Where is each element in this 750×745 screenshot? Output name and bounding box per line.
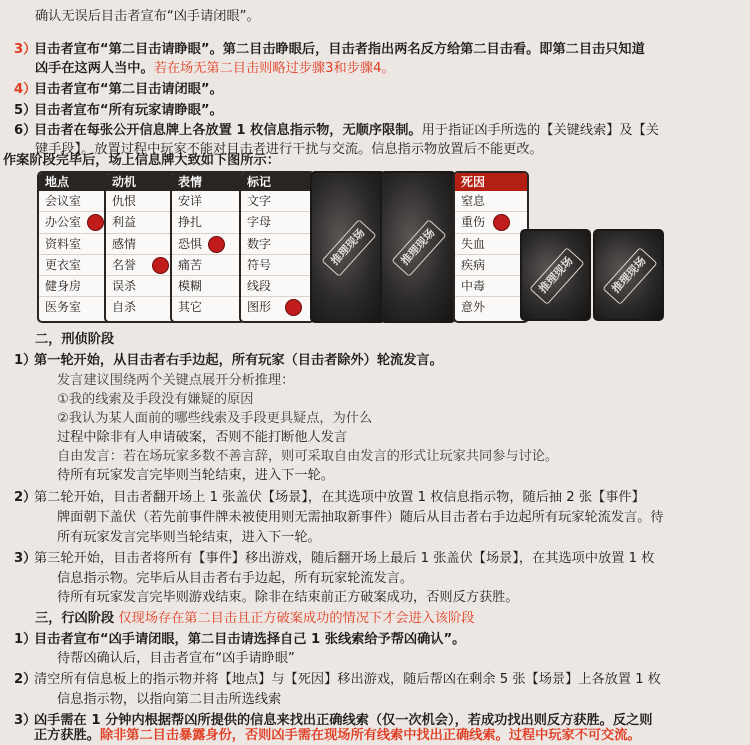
- section-heading: 二，刑侦阶段: [35, 332, 115, 347]
- card-item: 中毒: [455, 276, 527, 297]
- text-line: 清空所有信息板上的指示物并将【地点】与【死因】移出游戏，随后帮凶在剩余 5 张【场景】上各放置 1 枚: [34, 672, 661, 687]
- text-line: ②我认为某人面前的哪些线索及手段更具疑点，为什么: [57, 411, 373, 426]
- card-back-logo: 推理现场: [602, 247, 657, 305]
- card-back: [310, 171, 386, 323]
- step-number: 1）: [14, 353, 37, 368]
- card-item: 仇恨: [106, 191, 178, 212]
- note-red: 若在场无第二目击则略过步骤3和步骤4。: [153, 61, 395, 76]
- text-line: 过程中除非有人申请破案，否则不能打断他人发言: [57, 430, 348, 445]
- text-normal: 用于指证凶手所选的【关键线索】及【关: [421, 123, 659, 138]
- text-bold: 目击者宣布“第二目击请睁眼”。第二目击睁眼后，目击者指出两名反方给第二目击看。即第二目击只知道: [34, 42, 645, 57]
- text-line: [34, 726, 641, 745]
- card-item: 误杀: [106, 276, 178, 297]
- text-line: 目击者宣布“所有玩家请睁眼”。: [34, 103, 223, 118]
- step-number: 3）: [14, 42, 37, 57]
- heading-label: 三，行凶阶段: [35, 611, 115, 626]
- text-line: 第一轮开始，从目击者右手边起，所有玩家（目击者除外）轮流发言。: [34, 353, 443, 368]
- step-number: 1）: [14, 632, 37, 647]
- text-line: [35, 59, 395, 78]
- card-item: 健身房: [39, 276, 111, 297]
- text-bold: 凶手在这两人当中。: [35, 61, 154, 76]
- text-line: 待所有玩家发言完毕则当轮结束，进入下一轮。: [57, 468, 334, 483]
- card-back-logo: 推理现场: [529, 247, 584, 305]
- text-line: 作案阶段完毕后，场上信息牌大致如下图所示：: [3, 153, 280, 168]
- text-line: 自由发言：若在场玩家多数不善言辞，则可采取自由发言的形式让玩家共同参与讨论。: [57, 449, 559, 464]
- card-back: [380, 171, 456, 323]
- card-title: 地点: [39, 173, 111, 191]
- step-number: 2）: [14, 672, 37, 687]
- text-line: 待帮凶确认后，目击者宣布“凶手请睁眼”: [57, 651, 295, 666]
- marker-token: [87, 214, 104, 231]
- card-item: 办公室: [39, 212, 111, 233]
- step-number: 5）: [14, 103, 37, 118]
- info-card-mark: [239, 171, 315, 323]
- text-line: 第二轮开始，目击者翻开场上 1 张盖伏【场景】，在其选项中放置 1 枚信息指示物，随后抽 2 张【事件】: [34, 490, 645, 505]
- card-item: 数字: [241, 234, 313, 255]
- step-number: 2）: [14, 490, 37, 505]
- card-item: 意外: [461, 300, 486, 315]
- card-item: 感情: [106, 234, 178, 255]
- card-item: 其它: [178, 300, 203, 315]
- card-item: 利益: [106, 212, 178, 233]
- card-item: 疾病: [455, 255, 527, 276]
- text-line: 目击者宣布“第二目击请闭眼”。: [34, 82, 223, 97]
- text-bold: 正方获胜。: [34, 728, 100, 743]
- step-number: 6）: [14, 123, 37, 138]
- card-item: 名誉: [106, 255, 178, 276]
- card-item: 安详: [172, 191, 244, 212]
- heading-note: 仅现场存在第二目击且正方破案成功的情况下才会进入该阶段: [118, 611, 475, 626]
- text-line: 凶手需在 1 分钟内根据帮凶所提供的信息来找出正确线索（仅一次机会），若成功找出则反方获胜。反之则: [34, 713, 653, 728]
- text-line: 所有玩家发言完毕则当轮结束，进入下一轮。: [57, 530, 321, 545]
- card-item: 线段: [241, 276, 313, 297]
- card-item: 失血: [455, 234, 527, 255]
- card-item: 窒息: [455, 191, 527, 212]
- text-line: 牌面朝下盖伏（若先前事件牌未被使用则无需抽取新事件）随后从目击者右手边起所有玩家轮流发言。待: [57, 510, 664, 525]
- step-number: 3）: [14, 713, 37, 728]
- card-item: 资料室: [39, 234, 111, 255]
- info-card-motive: [104, 171, 180, 323]
- note-red: 除非第二目击暴露身份，否则凶手需在现场所有线索中找出正确线索。过程中玩家不可交流。: [99, 728, 641, 743]
- card-item: 恐惧: [172, 234, 244, 255]
- text-line: 键手段】。放置过程中玩家不能对目击者进行干扰与交流。信息指示物放置后不能更改。: [35, 142, 543, 157]
- card-item: 字母: [241, 212, 313, 233]
- info-card-location: [37, 171, 113, 323]
- card-title: 动机: [106, 173, 178, 191]
- card-title: 死因: [455, 173, 527, 191]
- card-item: 重伤: [455, 212, 527, 233]
- step-number: 4）: [14, 82, 37, 97]
- text-line: 目击者宣布“凶手请闭眼，第二目击请选择自己 1 张线索给予帮凶确认”。: [34, 632, 466, 647]
- card-item: 痛苦: [172, 255, 244, 276]
- info-card-expression: [170, 171, 246, 323]
- card-back-scene: [593, 229, 664, 321]
- marker-token: [208, 236, 225, 253]
- card-item: 文字: [241, 191, 313, 212]
- marker-token: [493, 214, 510, 231]
- card-item: 会议室: [39, 191, 111, 212]
- card-item: 挣扎: [172, 212, 244, 233]
- card-back-logo: 推理现场: [321, 219, 376, 277]
- text-line: [34, 121, 659, 140]
- step-number: 3）: [14, 551, 37, 566]
- text-line: [34, 40, 645, 59]
- card-back-logo: 推理现场: [391, 219, 446, 277]
- card-item: 更衣室: [39, 255, 111, 276]
- marker-token: [152, 257, 169, 274]
- card-back-scene: [520, 229, 591, 321]
- text-bold: 目击者在每张公开信息牌上各放置 1 枚信息指示物，无顺序限制。: [34, 123, 422, 138]
- card-item: 医务室: [45, 300, 82, 315]
- text-line: 信息指示物，以指向第二目击所选线索: [57, 692, 282, 707]
- card-item: 自杀: [112, 300, 137, 315]
- text-line: 信息指示物。完毕后从目击者右手边起，所有玩家轮流发言。: [57, 571, 414, 586]
- text-line: 确认无误后目击者宣布“凶手请闭眼”。: [35, 9, 260, 24]
- info-card-cause: [453, 171, 529, 323]
- text-line: 发言建议围绕两个关键点展开分析推理：: [57, 373, 295, 388]
- text-line: 第三轮开始，目击者将所有【事件】移出游戏，随后翻开场上最后 1 张盖伏【场景】，在其选项中放置 1 枚: [34, 551, 655, 566]
- card-item: 符号: [241, 255, 313, 276]
- text-line: ①我的线索及手段没有嫌疑的原因: [57, 392, 254, 407]
- card-item: 模糊: [172, 276, 244, 297]
- marker-token: [285, 299, 302, 316]
- card-item: 图形: [241, 297, 313, 318]
- card-title: 标记: [241, 173, 313, 191]
- text-line: 待所有玩家发言完毕则游戏结束。除非在结束前正方破案成功，否则反方获胜。: [57, 590, 519, 605]
- card-title: 表情: [172, 173, 244, 191]
- section-heading: [35, 609, 474, 628]
